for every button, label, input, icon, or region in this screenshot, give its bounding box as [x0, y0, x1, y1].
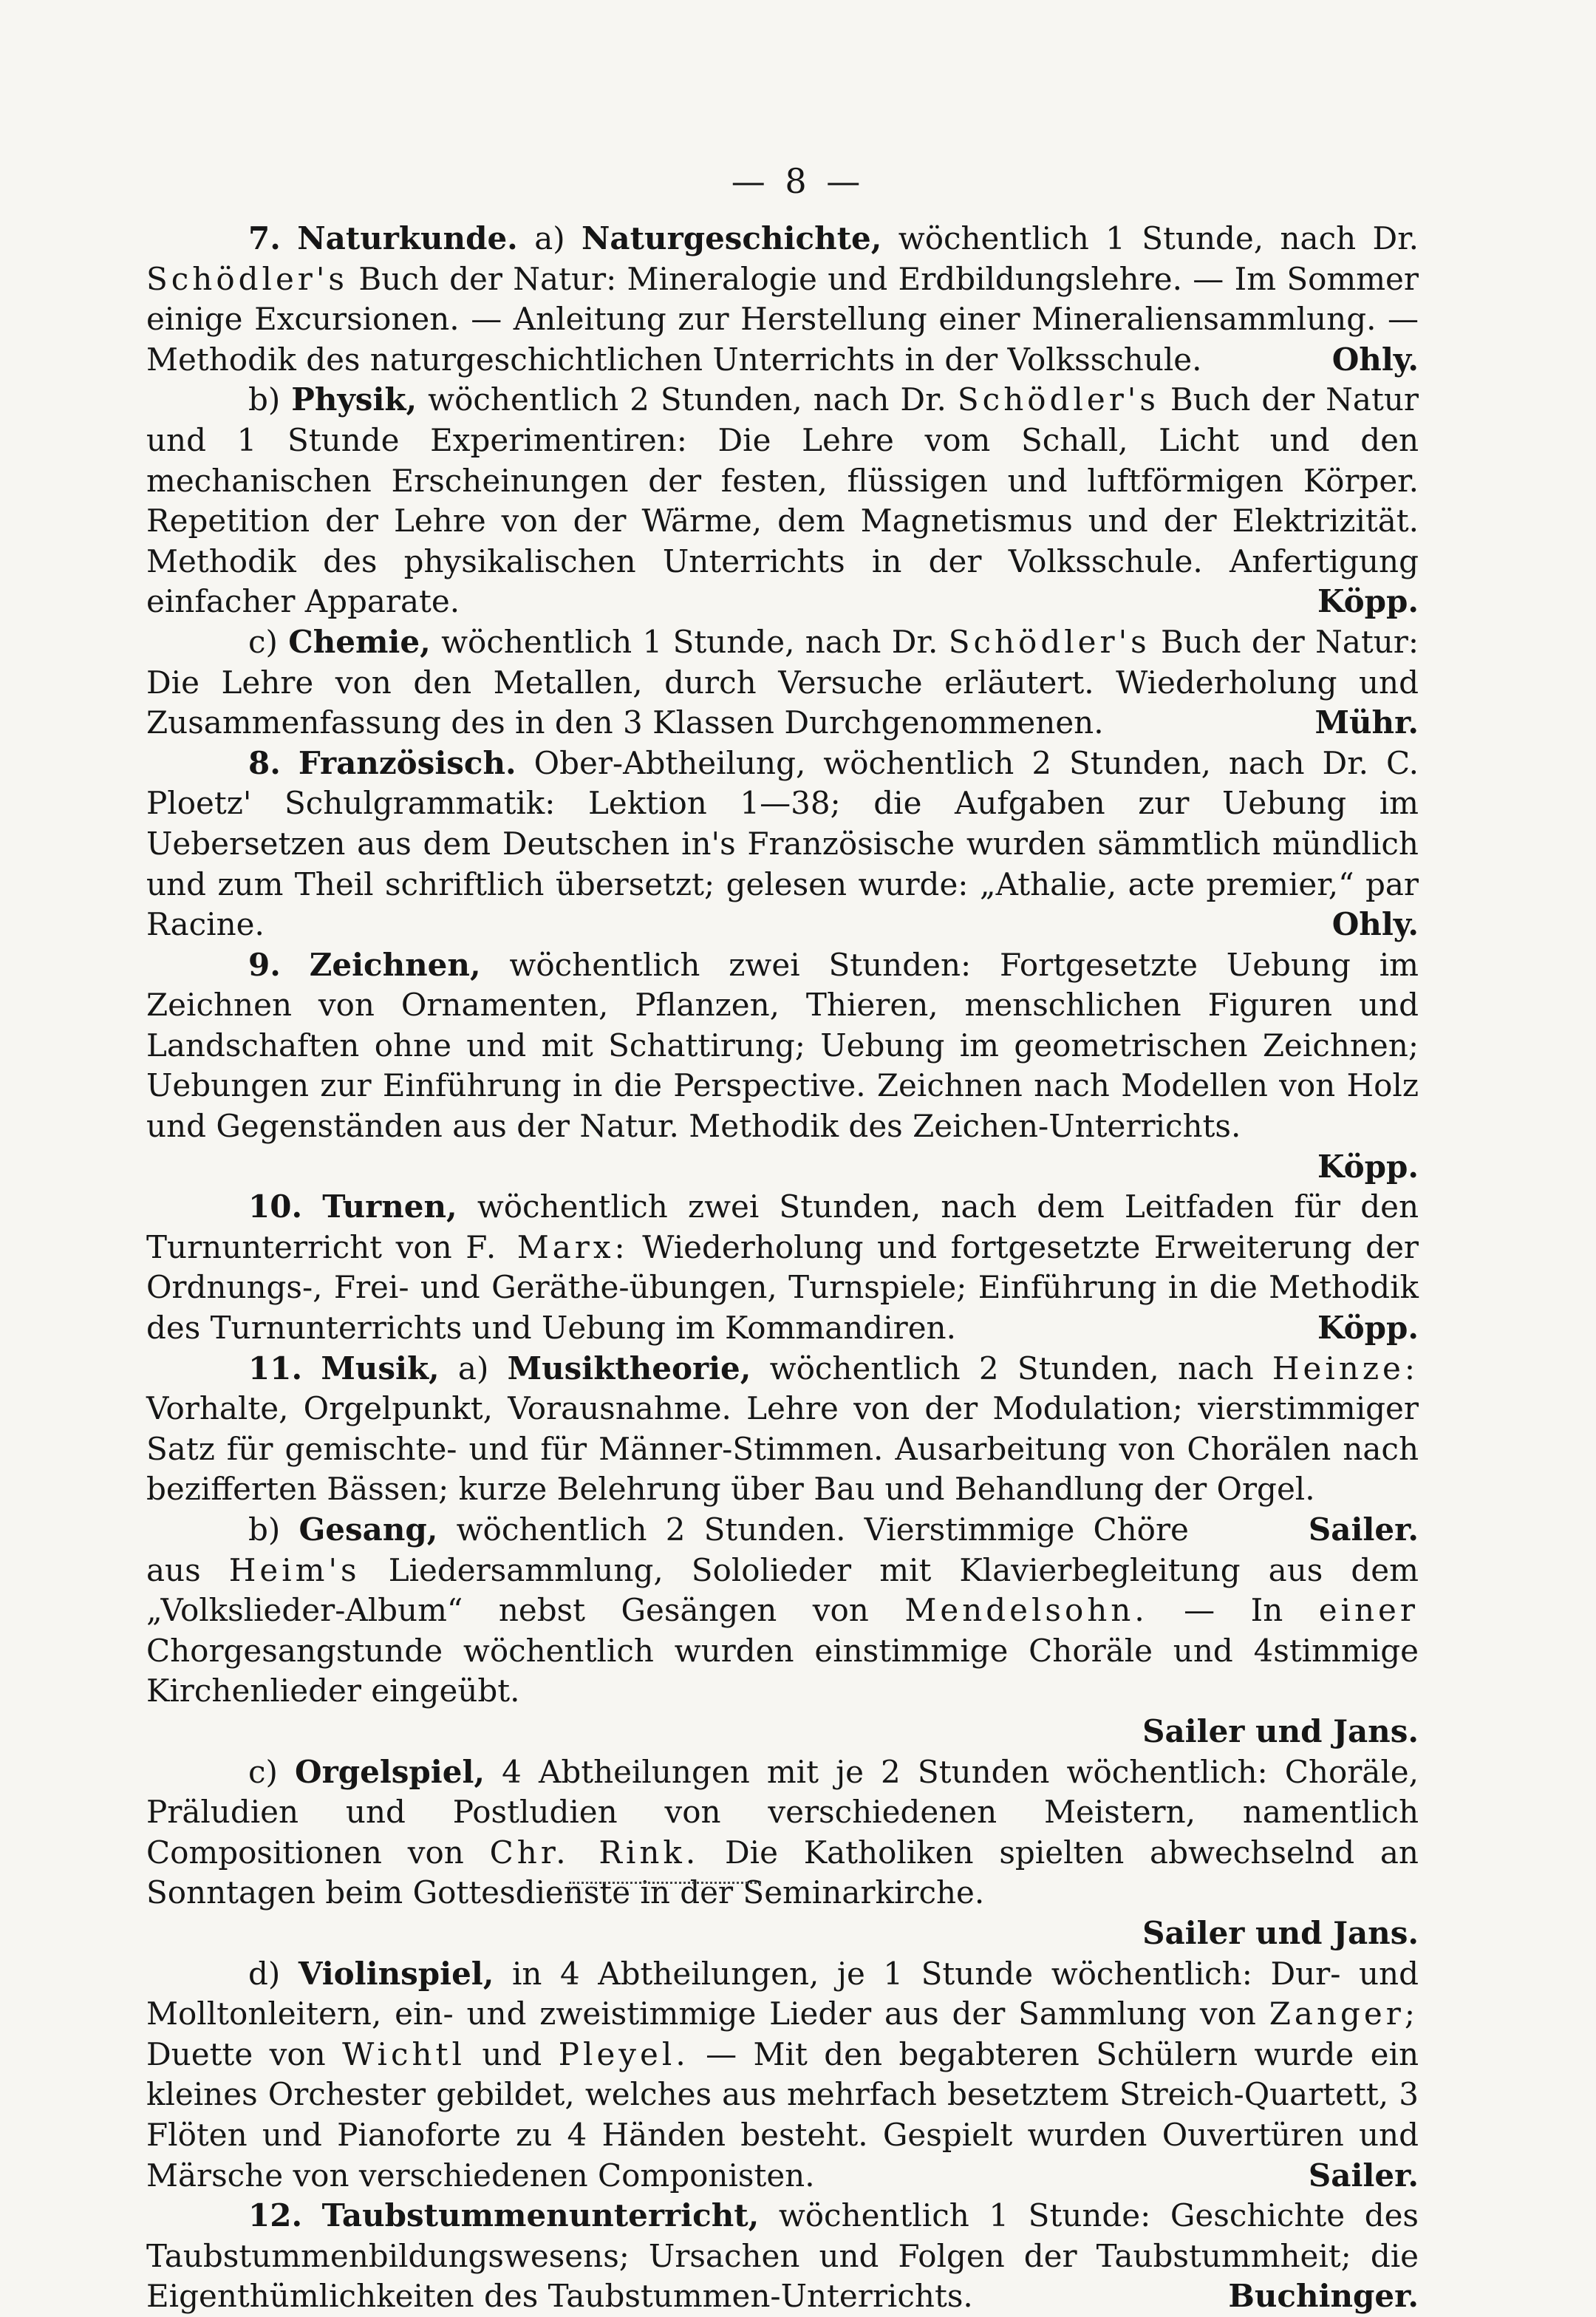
- spaced-word: einer: [1318, 1592, 1419, 1629]
- author-name: Schödler's: [957, 381, 1159, 418]
- section-number: 11.: [248, 1350, 303, 1387]
- subsection-title: Musiktheorie,: [507, 1350, 751, 1387]
- section-text: wöchentlich 2 Stunden. Vierstimmige Chöre aus: [146, 1511, 1189, 1588]
- author-name: Heim's: [228, 1551, 361, 1588]
- teacher-name: Sailer und Jans.: [1142, 1712, 1419, 1749]
- section-text: wöchentlich 1 Stunde, nach Dr.: [898, 220, 1419, 256]
- section-title: Musik,: [321, 1350, 440, 1387]
- teacher-name: Sailer.: [1308, 1511, 1419, 1548]
- author-name: Chr. Rink.: [489, 1834, 700, 1871]
- teacher-name: Buchinger.: [1228, 2278, 1419, 2315]
- section-chemie: [146, 622, 1419, 744]
- document-body: [146, 219, 1419, 2317]
- section-text: Buch der Natur: Die Lehre von den Metallen, durch Versuche erläutert. Wiederholung und Zusammenfassung des in den 3 Klassen Durchgenommenen.: [146, 623, 1419, 741]
- section-text: wöchentlich 1 Stunde, nach Dr.: [441, 623, 938, 660]
- subsection-title: Gesang,: [299, 1511, 438, 1548]
- author-name: Schödler's: [146, 260, 348, 297]
- quoted-title: „Athalie, acte premier,“ par Racine.: [146, 865, 1419, 943]
- section-title: Naturkunde.: [297, 220, 518, 256]
- section-text: Wiederholung und fortgesetzte Erweiterung der Ordnungs-, Frei- und Geräthe-übungen, Turnspiele; Einführung in die Methodik des Turnunterrichts und Uebung im Kommandiren.: [146, 1228, 1419, 1347]
- teacher-name: Sailer.: [1308, 2157, 1419, 2194]
- section-zeichnen: [146, 945, 1419, 1188]
- teacher-name: Köpp.: [1317, 1310, 1419, 1347]
- section-turnen: [146, 1187, 1419, 1348]
- section-number: 8.: [248, 744, 281, 781]
- author-name: Heinze:: [1272, 1350, 1419, 1387]
- author-name: Mendelsohn.: [904, 1592, 1148, 1629]
- section-text: in 4 Abtheilungen, je 1 Stunde wöchentlich: Dur- und Molltonleitern, ein- und zweistimmige Lieder aus der Sammlung von: [146, 1955, 1419, 2032]
- teacher-name: Köpp.: [1317, 1148, 1419, 1185]
- section-text: Ober-Abtheilung, wöchentlich 2 Stunden, nach Dr. C. Ploetz' Schulgrammatik: Lektion 1—38; die Aufgaben zur Uebung im Uebersetzen aus dem Deutschen in's Französische wurden sämmtlich mündlich und zum Theil schriftlich übersetzt; gelesen wurde:: [146, 744, 1419, 902]
- section-number: 10.: [248, 1188, 303, 1225]
- subsection-label: c): [248, 623, 278, 660]
- subsection-label: a): [534, 220, 565, 256]
- section-number: 7.: [248, 220, 281, 256]
- section-franzoesisch: [146, 744, 1419, 945]
- subsection-title: Chemie,: [288, 623, 431, 660]
- section-taubstummen: [146, 2196, 1419, 2317]
- section-orgelspiel: [146, 1752, 1419, 1954]
- teacher-name: Ohly.: [1331, 906, 1419, 943]
- subsection-label: d): [248, 1955, 281, 1992]
- section-number: 9.: [248, 946, 281, 983]
- subsection-title: Orgelspiel,: [295, 1753, 485, 1790]
- author-name: Pleyel.: [558, 2035, 689, 2072]
- teacher-name: Köpp.: [1317, 583, 1419, 620]
- author-name: Schödler's: [948, 623, 1150, 660]
- subsection-title: Naturgeschichte,: [582, 220, 882, 256]
- section-number: 12.: [248, 2197, 303, 2234]
- teacher-name: Ohly.: [1331, 341, 1419, 378]
- section-title: Turnen,: [322, 1188, 457, 1225]
- section-text: 4 Abtheilungen mit je 2 Stunden wöchentlich: Choräle, Präludien und Postludien von verschiedenen Meistern, namentlich Compositionen von: [146, 1753, 1419, 1871]
- end-rule: [569, 1882, 761, 1891]
- teacher-name: Sailer und Jans.: [1142, 1914, 1419, 1951]
- teacher-name: Mühr.: [1314, 704, 1419, 741]
- section-text: Duette von: [146, 2035, 326, 2072]
- author-name: Wichtl: [342, 2035, 466, 2072]
- subsection-label: b): [248, 1511, 281, 1548]
- author-name: F. Marx:: [466, 1228, 629, 1265]
- section-title: Französisch.: [298, 744, 516, 781]
- section-text: Vorhalte, Orgelpunkt, Vorausnahme. Lehre von der Modulation; vierstimmiger Satz für gemischte- und für Männer-Stimmen. Ausarbeitung von Chorälen nach bezifferten Bässen; kurze Belehrung über Bau und Behandlung der Orgel.: [146, 1390, 1419, 1508]
- section-text: — In: [1184, 1592, 1283, 1629]
- author-name: Zanger;: [1269, 1996, 1419, 2032]
- section-text: wöchentlich 2 Stunden, nach: [769, 1350, 1254, 1387]
- section-title: Taubstummenunterricht,: [321, 2197, 760, 2234]
- section-text: Chorgesangstunde wöchentlich wurden einstimmige Choräle und 4stimmige Kirchenlieder eingeübt.: [146, 1632, 1419, 1709]
- section-physik: [146, 380, 1419, 622]
- section-violinspiel: [146, 1954, 1419, 2197]
- section-text: Buch der Natur: Mineralogie und Erdbildungslehre. — Im Sommer einige Excursionen. — Anleitung zur Herstellung einer Mineraliensammlung. — Methodik des naturgeschichtlichen Unterrichts in der Volksschule.: [146, 260, 1419, 378]
- section-text: wöchentlich 2 Stunden, nach Dr.: [428, 381, 947, 418]
- subsection-title: Physik,: [291, 381, 417, 418]
- section-text: wöchentlich 1 Stunde: Geschichte des Taubstummenbildungswesens; Ursachen und Folgen der Taubstummheit; die Eigenthümlichkeiten des Taubstummen-Unterrichts.: [146, 2197, 1419, 2315]
- section-text: — Mit den begabteren Schülern wurde ein kleines Orchester gebildet, welches aus mehrfach besetztem Streich-Quartett, 3 Flöten und Pianoforte zu 4 Händen besteht. Gespielt wurden Ouvertüren und Märsche von verschiedenen Componisten.: [146, 2035, 1419, 2194]
- section-title: Zeichnen,: [309, 946, 481, 983]
- section-naturkunde: [146, 219, 1419, 380]
- section-text: und: [482, 2035, 542, 2072]
- subsection-label: a): [457, 1350, 489, 1387]
- section-text: wöchentlich zwei Stunden: Fortgesetzte Uebung im Zeichnen von Ornamenten, Pflanzen, Thieren, menschlichen Figuren und Landschaften ohne und mit Schattirung; Uebung im geometrischen Zeichnen; Uebungen zur Einführung in die Perspective. Zeichnen nach Modellen von Holz und Gegenständen aus der Natur. Methodik des Zeichen-Unterrichts.: [146, 946, 1419, 1145]
- section-text: Buch der Natur und 1 Stunde Experimentiren: Die Lehre vom Schall, Licht und den mechanischen Erscheinungen der festen, flüssigen und luftförmigen Körper. Repetition der Lehre von der Wärme, dem Magnetismus und der Elektrizität. Methodik des physikalischen Unterrichts in der Volksschule. Anfertigung einfacher Apparate.: [146, 381, 1419, 620]
- subsection-title: Violinspiel,: [298, 1955, 494, 1992]
- section-text: Die Katholiken spielten abwechselnd an Sonntagen beim Gottesdienste in der Seminarkirche.: [146, 1834, 1419, 1911]
- subsection-label: c): [248, 1753, 278, 1790]
- section-text: Liedersammlung, Sololieder mit Klavierbegleitung aus dem „Volkslieder-Album“ nebst Gesängen von: [146, 1551, 1419, 1629]
- section-text: wöchentlich zwei Stunden, nach dem Leitfaden für den Turnunterricht von: [146, 1188, 1419, 1265]
- page-number: — 8 —: [731, 161, 865, 201]
- subsection-label: b): [248, 381, 281, 418]
